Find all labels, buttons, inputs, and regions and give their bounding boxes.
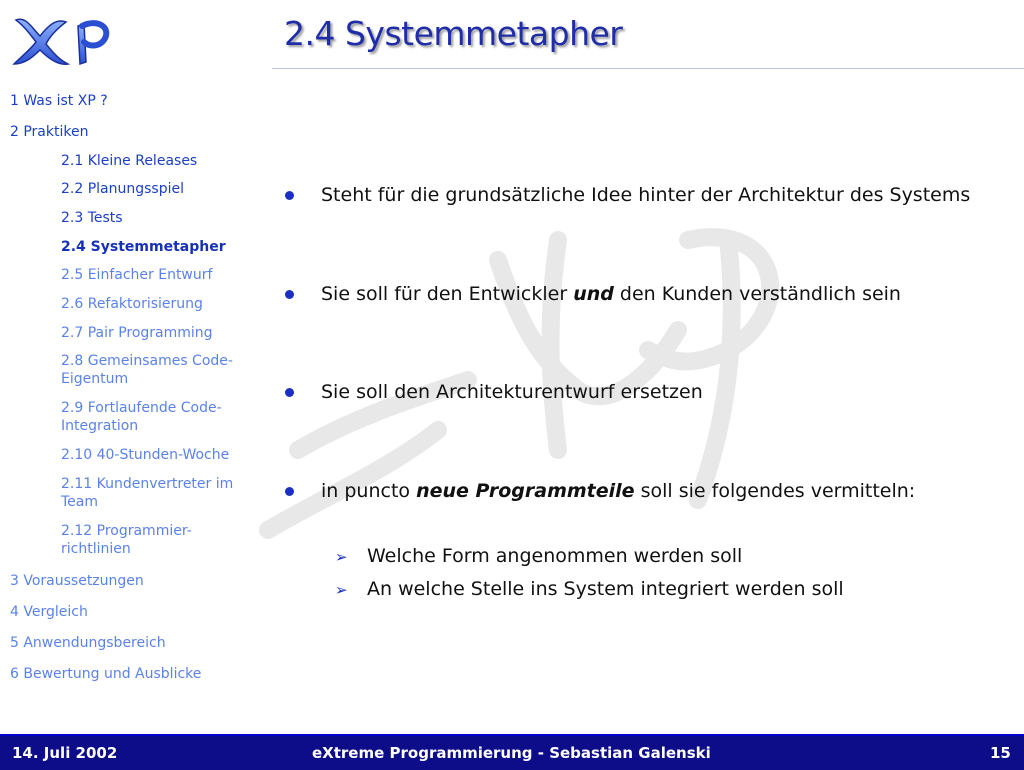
bullet-dot-icon bbox=[285, 191, 294, 200]
nav-item-planungsspiel[interactable]: 2.2 Planungsspiel bbox=[61, 181, 184, 197]
bullet-text: in puncto neue Programmteile soll sie folgendes vermitteln: bbox=[321, 480, 916, 502]
footer-page-number: 15 bbox=[990, 744, 1011, 762]
sub-bullet-text: An welche Stelle ins System integriert werden soll bbox=[367, 578, 844, 600]
nav-item-was-ist-xp[interactable]: 1 Was ist XP ? bbox=[10, 93, 108, 109]
arrow-right-icon: ➢ bbox=[335, 548, 348, 566]
sub-bullet-text: Welche Form angenommen werden soll bbox=[367, 545, 743, 567]
nav-item-40-stunden-woche[interactable]: 2.10 40-Stunden-Woche bbox=[61, 447, 230, 463]
title-divider bbox=[272, 68, 1024, 69]
nav-item-kleine-releases[interactable]: 2.1 Kleine Releases bbox=[61, 153, 198, 169]
emphasis-und: und bbox=[573, 283, 614, 305]
bullet-dot-icon bbox=[285, 388, 294, 397]
nav-item-einfacher-entwurf[interactable]: 2.5 Einfacher Entwurf bbox=[61, 267, 213, 283]
bullet-text: Sie soll für den Entwickler und den Kunden verständlich sein bbox=[321, 283, 901, 305]
bullet-dot-icon bbox=[285, 487, 294, 496]
nav-item-gemeinsames-code-eigentum[interactable]: 2.8 Gemeinsames Code-Eigentum bbox=[61, 353, 233, 387]
nav-item-refaktorisierung[interactable]: 2.6 Refaktorisierung bbox=[61, 296, 203, 312]
arrow-right-icon: ➢ bbox=[335, 581, 348, 599]
nav-item-tests[interactable]: 2.3 Tests bbox=[61, 210, 123, 226]
nav-item-kundenvertreter-im-team[interactable]: 2.11 Kundenvertreter im Team bbox=[61, 476, 234, 510]
slide-footer bbox=[0, 734, 1024, 770]
slide-title: 2.4 Systemmetapher bbox=[284, 14, 623, 53]
emphasis-neue-programmteile: neue Programmteile bbox=[416, 480, 635, 502]
nav-item-pair-programming[interactable]: 2.7 Pair Programming bbox=[61, 325, 213, 341]
nav-item-praktiken[interactable]: 2 Praktiken bbox=[10, 124, 89, 140]
xp-logo bbox=[8, 6, 118, 70]
nav-item-vergleich[interactable]: 4 Vergleich bbox=[10, 604, 88, 620]
nav-item-voraussetzungen[interactable]: 3 Voraussetzungen bbox=[10, 573, 144, 589]
footer-title: eXtreme Programmierung - Sebastian Galenski bbox=[312, 744, 711, 762]
bullet-text: Steht für die grundsätzliche Idee hinter der Architektur des Systems bbox=[321, 184, 971, 206]
footer-date: 14. Juli 2002 bbox=[12, 744, 118, 762]
bullet-dot-icon bbox=[285, 290, 294, 299]
nav-item-bewertung-und-ausblicke[interactable]: 6 Bewertung und Ausblicke bbox=[10, 666, 202, 682]
bullet-text: Sie soll den Architekturentwurf ersetzen bbox=[321, 381, 703, 403]
nav-item-programmierrichtlinien[interactable]: 2.12 Programmier-richtlinien bbox=[61, 523, 192, 557]
nav-item-systemmetapher[interactable]: 2.4 Systemmetapher bbox=[61, 239, 226, 255]
nav-item-anwendungsbereich[interactable]: 5 Anwendungsbereich bbox=[10, 635, 166, 651]
nav-item-fortlaufende-code-integration[interactable]: 2.9 Fortlaufende Code-Integration bbox=[61, 400, 222, 434]
